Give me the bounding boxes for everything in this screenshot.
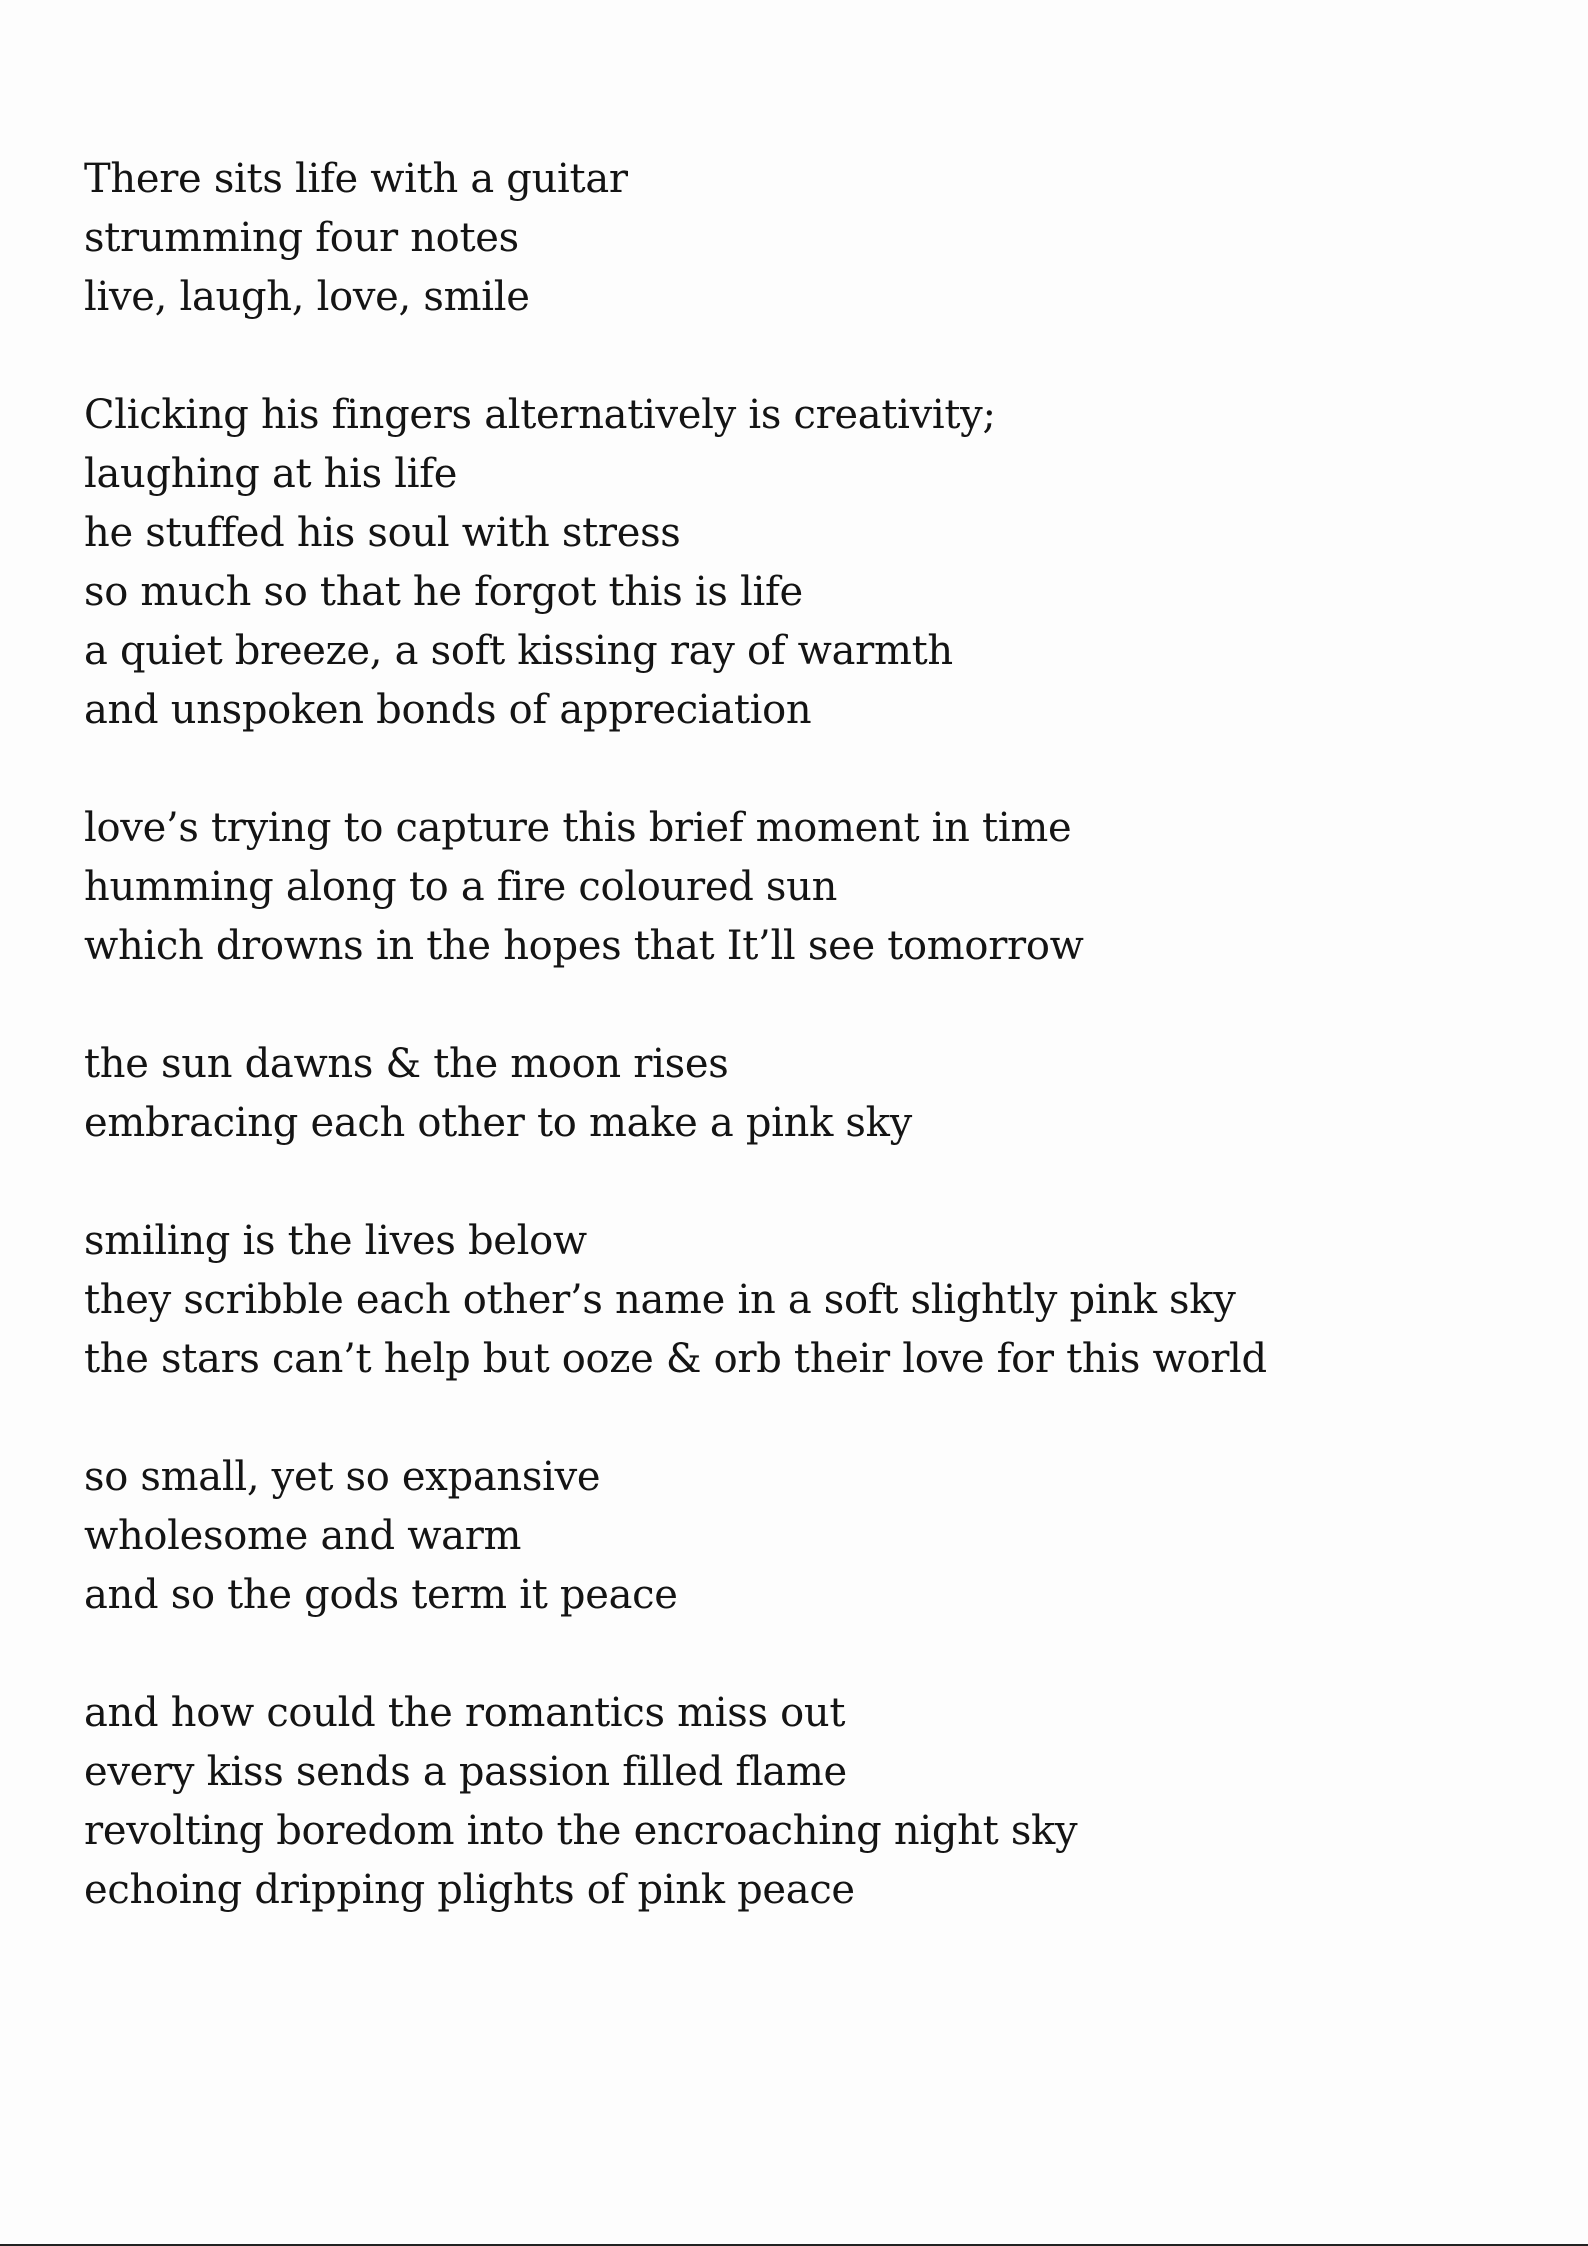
stanza-5 bbox=[84, 1212, 1504, 1389]
poem-line: the sun dawns & the moon rises bbox=[84, 1041, 729, 1087]
poem-line: and unspoken bonds of appreciation bbox=[84, 687, 812, 733]
poem-line: echoing dripping plights of pink peace bbox=[84, 1867, 855, 1913]
poem-line: embracing each other to make a pink sky bbox=[84, 1100, 912, 1146]
poem-line: every kiss sends a passion filled flame bbox=[84, 1749, 847, 1795]
poem-line: a quiet breeze, a soft kissing ray of warmth bbox=[84, 628, 953, 674]
stanza-2 bbox=[84, 386, 1504, 740]
poem-line: they scribble each other’s name in a soft slightly pink sky bbox=[84, 1277, 1236, 1323]
stanza-3 bbox=[84, 799, 1504, 976]
poem-line: Clicking his fingers alternatively is creativity; bbox=[84, 392, 996, 438]
poem-line: revolting boredom into the encroaching night sky bbox=[84, 1808, 1078, 1854]
stanza-4 bbox=[84, 1035, 1504, 1153]
poem-line: laughing at his life bbox=[84, 451, 458, 497]
poem-line: he stuffed his soul with stress bbox=[84, 510, 681, 556]
poem-line: so small, yet so expansive bbox=[84, 1454, 601, 1500]
poem-line: live, laugh, love, smile bbox=[84, 274, 530, 320]
poem-line: strumming four notes bbox=[84, 215, 519, 261]
poem-line: smiling is the lives below bbox=[84, 1218, 587, 1264]
poem-line: love’s trying to capture this brief moment in time bbox=[84, 805, 1072, 851]
poem-line: There sits life with a guitar bbox=[84, 156, 628, 202]
poem-line: which drowns in the hopes that It’ll see tomorrow bbox=[84, 923, 1084, 969]
stanza-1 bbox=[84, 150, 1504, 327]
poem-line: and how could the romantics miss out bbox=[84, 1690, 846, 1736]
poem-body bbox=[84, 150, 1504, 1979]
poem-line: the stars can’t help but ooze & orb their love for this world bbox=[84, 1336, 1267, 1382]
poem-line: and so the gods term it peace bbox=[84, 1572, 678, 1618]
stanza-6 bbox=[84, 1448, 1504, 1625]
poem-line: humming along to a fire coloured sun bbox=[84, 864, 838, 910]
stanza-7 bbox=[84, 1684, 1504, 1920]
poem-line: wholesome and warm bbox=[84, 1513, 522, 1559]
poem-line: so much so that he forgot this is life bbox=[84, 569, 803, 615]
